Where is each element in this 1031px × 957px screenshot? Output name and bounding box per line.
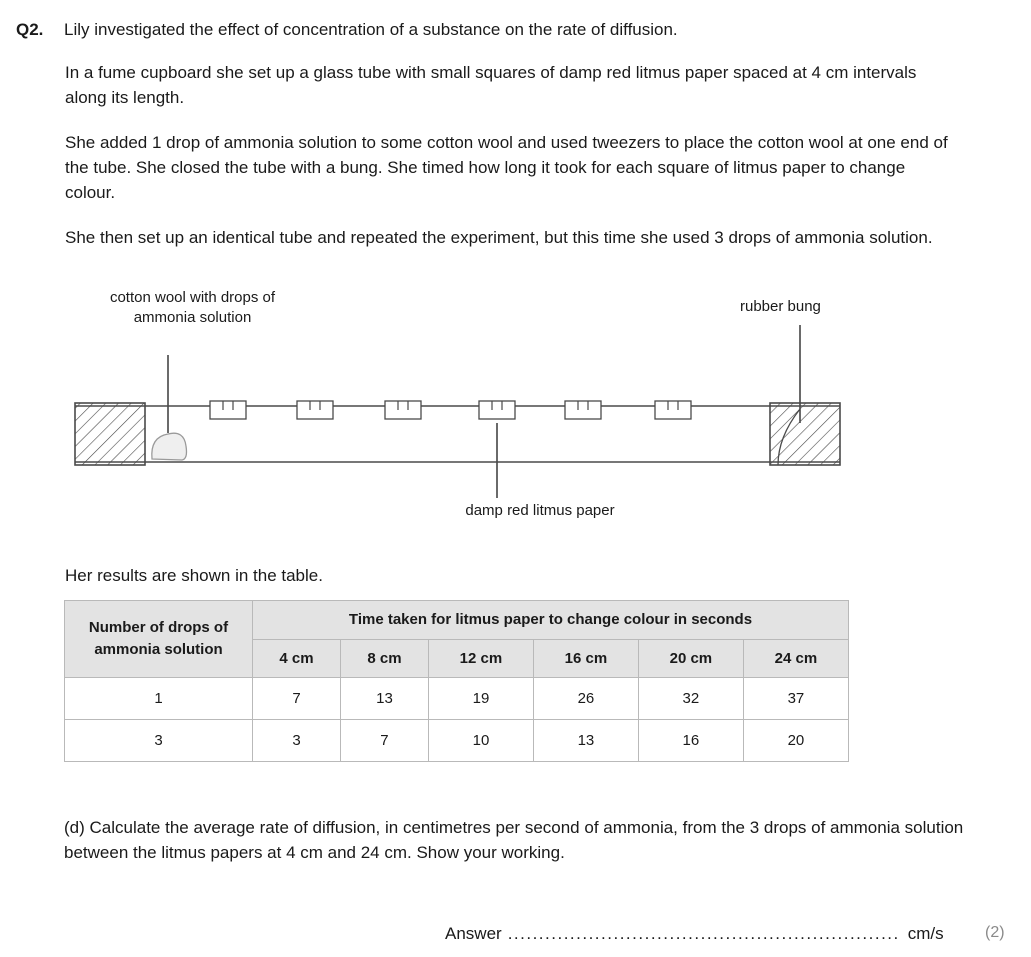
answer-unit: cm/s	[907, 924, 944, 943]
cell-r1-24cm: 37	[743, 678, 848, 720]
table-span-header: Time taken for litmus paper to change colour in seconds	[253, 601, 849, 640]
diagram-label-cotton-wool: cotton wool with drops of ammonia solution	[109, 289, 276, 326]
table-corner-header: Number of drops of ammonia solution	[65, 601, 253, 678]
paragraph-method: She added 1 drop of ammonia solution to some cotton wool and used tweezers to place the cotton wool at one end of the tube. She closed the tube with a bung. She timed how long it took for each square of litmus paper to change colour.	[65, 133, 948, 202]
table-col-header-20cm: 20 cm	[638, 640, 743, 678]
cell-r2-12cm: 10	[428, 720, 533, 762]
cell-r2-8cm: 7	[340, 720, 428, 762]
cell-r1-4cm: 7	[253, 678, 341, 720]
cell-r1-20cm: 32	[638, 678, 743, 720]
diagram-label-litmus-paper: damp red litmus paper	[465, 502, 615, 519]
question-intro: Lily investigated the effect of concentration of a substance on the rate of diffusion.	[64, 20, 678, 39]
row-drops-3: 3	[65, 720, 253, 762]
question-header	[16, 18, 1016, 42]
cell-r1-8cm: 13	[340, 678, 428, 720]
paragraph-setup: In a fume cupboard she set up a glass tube with small squares of damp red litmus paper spaced at 4 cm intervals along its length.	[65, 63, 917, 107]
table-row	[65, 720, 849, 762]
cell-r2-4cm: 3	[253, 720, 341, 762]
table-row	[65, 678, 849, 720]
cell-r1-12cm: 19	[428, 678, 533, 720]
diagram-label-rubber-bung: rubber bung	[740, 298, 821, 315]
paragraph-results-intro: Her results are shown in the table.	[65, 566, 323, 585]
answer-label: Answer	[445, 924, 502, 943]
question-number: Q2.	[16, 20, 44, 39]
cell-r1-16cm: 26	[533, 678, 638, 720]
apparatus-diagram	[60, 283, 960, 553]
question-part-d: (d) Calculate the average rate of diffusion, in centimetres per second of ammonia, from the 3 drops of ammonia solution between the litmus papers at 4 cm and 24 cm. Show your working.	[64, 818, 964, 862]
table-header-row-top	[65, 601, 849, 640]
table-col-header-12cm: 12 cm	[428, 640, 533, 678]
cell-r2-20cm: 16	[638, 720, 743, 762]
row-drops-1: 1	[65, 678, 253, 720]
marks-allocation: (2)	[985, 924, 1005, 941]
cell-r2-24cm: 20	[743, 720, 848, 762]
table-col-header-8cm: 8 cm	[340, 640, 428, 678]
results-table-wrapper	[64, 600, 849, 762]
results-table	[64, 600, 849, 762]
table-col-header-16cm: 16 cm	[533, 640, 638, 678]
table-col-header-4cm: 4 cm	[253, 640, 341, 678]
table-col-header-24cm: 24 cm	[743, 640, 848, 678]
cell-r2-16cm: 13	[533, 720, 638, 762]
paragraph-repeat: She then set up an identical tube and repeated the experiment, but this time she used 3 drops of ammonia solution.	[65, 228, 933, 247]
answer-dotted-field[interactable]: ...............................................................	[507, 924, 900, 943]
answer-line	[445, 924, 965, 944]
